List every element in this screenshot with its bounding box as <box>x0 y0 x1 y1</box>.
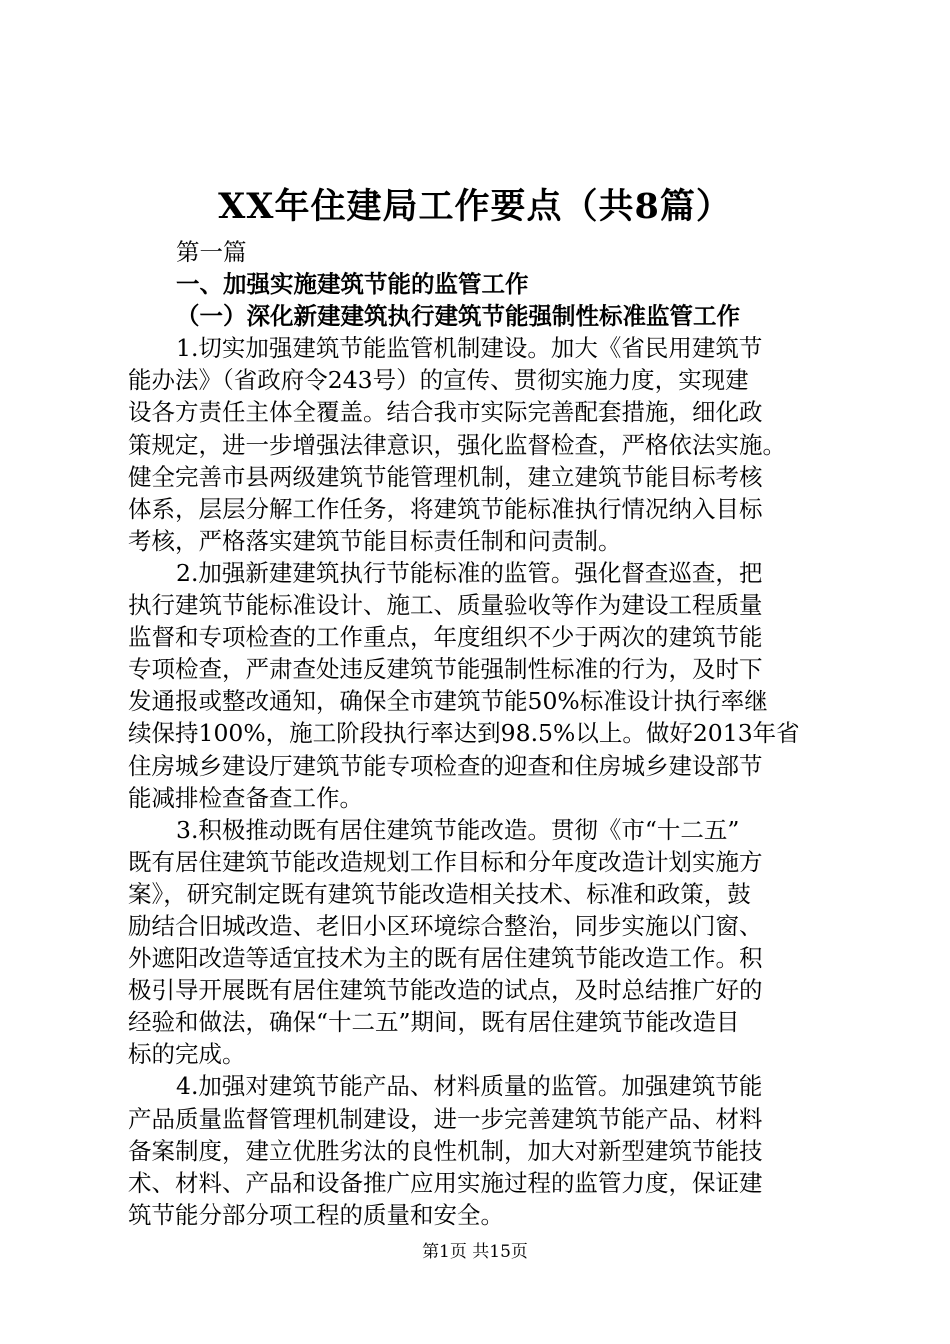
paragraph-line: 设各方责任主体全覆盖。结合我市实际完善配套措施，细化政 <box>128 398 763 427</box>
paragraph-line: 外遮阳改造等适宜技术为主的既有居住建筑节能改造工作。积 <box>128 944 763 973</box>
subsection-heading: （一）深化新建建筑执行建筑节能强制性标准监管工作 <box>176 302 740 331</box>
document-body <box>128 236 832 1231</box>
paragraph-line: 4.加强对建筑节能产品、材料质量的监管。加强建筑节能 <box>176 1072 763 1101</box>
paragraph-line: 策规定，进一步增强法律意识，强化监督检查，严格依法实施。 <box>128 430 786 459</box>
section-heading: 一、加强实施建筑节能的监管工作 <box>176 270 529 299</box>
paragraph-line: 执行建筑节能标准设计、施工、质量验收等作为建设工程质量 <box>128 591 763 620</box>
paragraph-line: 术、材料、产品和设备推广应用实施过程的监管力度，保证建 <box>128 1168 763 1197</box>
paragraph-line: 1.切实加强建筑节能监管机制建设。加大《省民用建筑节 <box>176 334 763 363</box>
paragraph-line: 续保持100%，施工阶段执行率达到98.5%以上。做好2013年省 <box>128 719 800 748</box>
part-label: 第一篇 <box>176 238 247 266</box>
paragraph-line: 发通报或整改通知，确保全市建筑节能50%标准设计执行率继 <box>128 687 768 716</box>
paragraph-line: 能办法》（省政府令243号）的宣传、贯彻实施力度，实现建 <box>128 366 749 395</box>
paragraph-line: 经验和做法，确保“十二五”期间，既有居住建筑节能改造目 <box>128 1008 740 1037</box>
paragraph-line: 2.加强新建建筑执行节能标准的监管。强化督查巡查，把 <box>176 558 763 587</box>
paragraph-line: 既有居住建筑节能改造规划工作目标和分年度改造计划实施方 <box>128 847 763 876</box>
paragraph-4 <box>128 1070 832 1230</box>
paragraph-line: 案》，研究制定既有建筑节能改造相关技术、标准和政策，鼓 <box>128 879 751 908</box>
paragraph-line: 备案制度，建立优胜劣汰的良性机制，加大对新型建筑节能技 <box>128 1136 763 1165</box>
paragraph-line: 体系，层层分解工作任务，将建筑节能标准执行情况纳入目标 <box>128 494 763 523</box>
paragraph-line: 专项检查，严肃查处违反建筑节能强制性标准的行为，及时下 <box>128 655 763 684</box>
page-footer: 第1页 共15页 <box>422 1242 528 1262</box>
paragraph-line: 能减排检查备查工作。 <box>128 783 363 812</box>
paragraph-1 <box>128 332 832 557</box>
paragraph-line: 极引导开展既有居住建筑节能改造的试点，及时总结推广好的 <box>128 976 763 1005</box>
paragraph-line: 励结合旧城改造、老旧小区环境综合整治，同步实施以门窗、 <box>128 911 763 940</box>
paragraph-line: 住房城乡建设厅建筑节能专项检查的迎查和住房城乡建设部节 <box>128 751 763 780</box>
paragraph-line: 监督和专项检查的工作重点，年度组织不少于两次的建筑节能 <box>128 623 763 652</box>
paragraph-line: 健全完善市县两级建筑节能管理机制，建立建筑节能目标考核 <box>128 462 763 491</box>
paragraph-line: 筑节能分部分项工程的质量和安全。 <box>128 1200 504 1229</box>
paragraph-line: 标的完成。 <box>128 1040 246 1069</box>
paragraph-2 <box>128 557 832 814</box>
paragraph-line: 3.积极推动既有居住建筑节能改造。贯彻《市“十二五” <box>176 815 740 844</box>
paragraph-line: 产品质量监督管理机制建设，进一步完善建筑节能产品、材料 <box>128 1104 763 1133</box>
paragraph-3 <box>128 814 832 1071</box>
paragraph-line: 考核，严格落实建筑节能目标责任制和问责制。 <box>128 526 622 555</box>
document-title: XX年住建局工作要点（共8篇） <box>218 186 732 227</box>
